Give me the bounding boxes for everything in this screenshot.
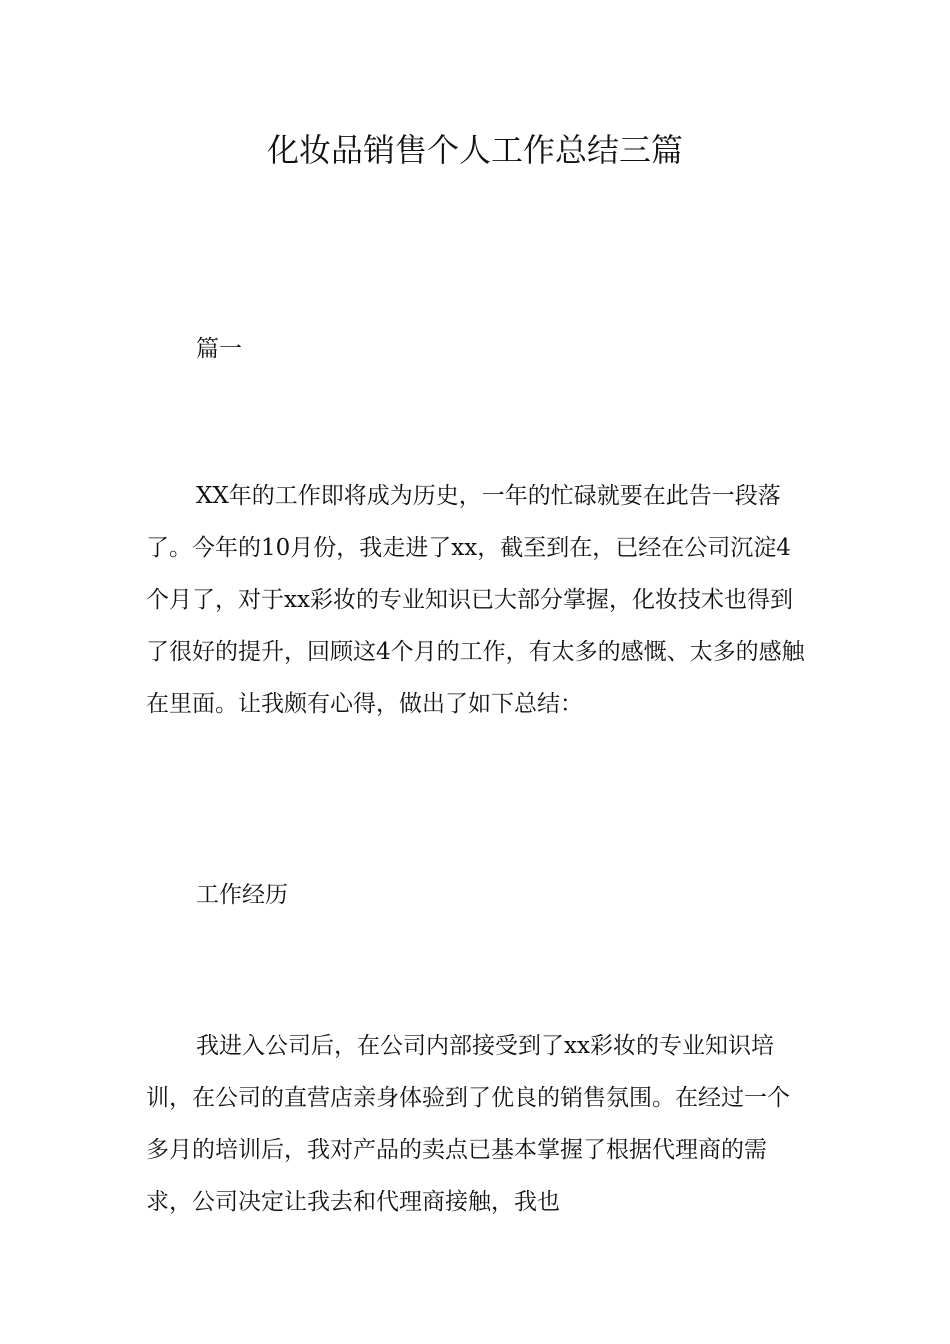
subheading-work-experience: 工作经历 [196, 882, 288, 908]
document-title: 化妆品销售个人工作总结三篇 [266, 131, 683, 169]
section-label: 篇一 [196, 336, 242, 362]
paragraph-intro: XX年的工作即将成为历史，一年的忙碌就要在此告一段落了。今年的10月份，我走进了xx，截至到在，已经在公司沉淀4个月了，对于xx彩妆的专业知识已大部分掌握，化妆技术也得到了很好的提升，回顾这4个月的工作，有太多的感慨、太多的感触在里面。让我颇有心得，做出了如下总结： [146, 483, 805, 717]
paragraph-work-experience: 我进入公司后，在公司内部接受到了xx彩妆的专业知识培训，在公司的直营店亲身体验到了优良的销售氛围。在经过一个多月的培训后，我对产品的卖点已基本掌握了根据代理商的需求，公司决定让我去和代理商接触，我也 [146, 1033, 790, 1215]
